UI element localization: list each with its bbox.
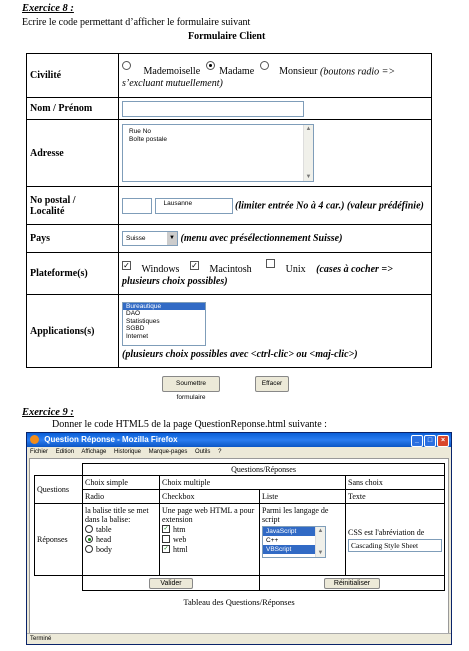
q1-option-head: head (96, 534, 112, 544)
col-type-1: Radio (83, 490, 160, 504)
menu-help[interactable]: ? (218, 449, 222, 455)
list-item[interactable]: Bureautique (123, 303, 205, 311)
menu-edition[interactable]: Edition (55, 449, 75, 455)
col-type-4: Texte (346, 490, 445, 504)
postal-label-line2: Localité (30, 205, 65, 217)
list-item[interactable]: Internet (126, 332, 149, 340)
radio-table[interactable] (85, 525, 93, 533)
option-madame: Madame (219, 66, 255, 78)
radio-mademoiselle[interactable] (122, 61, 131, 70)
ex8-title: Exercice 8 : (22, 3, 74, 14)
q2-option-html: html (173, 544, 188, 554)
row-adresse (27, 120, 432, 187)
questions-label: Questions (35, 476, 83, 504)
close-icon[interactable]: × (437, 435, 449, 447)
row-pays (27, 225, 432, 253)
checkbox-html[interactable]: ✓ (163, 546, 169, 552)
checkbox-macintosh[interactable]: ✓ (191, 260, 198, 270)
q1-text: la balise title se met dans la balise: (85, 506, 149, 524)
radio-head[interactable] (85, 535, 93, 543)
list-item[interactable]: VBScript (263, 545, 316, 554)
row-civilite (27, 54, 432, 98)
scroll-down-icon[interactable]: ▼ (317, 550, 324, 556)
adresse-scrollbar[interactable] (303, 125, 313, 181)
plateforme-label: Plateforme(s) (27, 253, 119, 295)
col-title-4: Sans choix (346, 476, 445, 490)
list-item[interactable]: C++ (266, 537, 279, 544)
localite-input[interactable]: Lausanne (155, 198, 233, 214)
adresse-line-1: Rue No (129, 128, 152, 135)
q4-text: CSS est l'abréviation de (348, 527, 425, 537)
firefox-icon (30, 435, 39, 444)
row-nom (27, 98, 432, 120)
menu-outils[interactable]: Outils (195, 449, 211, 455)
window-title: Question Réponse - Mozilla Firefox (44, 435, 178, 444)
civilite-label: Civilité (27, 54, 119, 98)
q1-option-body: body (96, 544, 112, 554)
qr-caption: Tableau des Questions/Réponses (183, 597, 295, 607)
checkbox-htm[interactable]: ✓ (163, 526, 169, 532)
client-form-table (26, 53, 432, 368)
ex9-title: Exercice 9 : (22, 407, 74, 418)
adresse-label: Adresse (27, 120, 119, 187)
applications-label: Applications(s) (27, 295, 119, 368)
menu-historique[interactable]: Historique (113, 449, 141, 455)
option-mademoiselle: Mademoiselle (143, 66, 201, 78)
option-windows: Windows (141, 264, 180, 276)
q2-text: Une page web HTML a pour extension (162, 506, 255, 524)
qr-table (34, 463, 445, 591)
pays-select[interactable] (122, 231, 178, 246)
validate-button[interactable]: Valider (149, 578, 193, 589)
col-type-2: Checkbox (160, 490, 260, 504)
nom-input[interactable] (122, 101, 304, 117)
scroll-up-icon[interactable]: ▲ (317, 528, 324, 534)
row-applications (27, 295, 432, 368)
checkbox-unix[interactable] (266, 259, 275, 268)
ex8-instruction: Ecrire le code permettant d’afficher le formulaire suivant (22, 17, 251, 28)
window-titlebar[interactable] (27, 433, 451, 447)
menu-marque-pages[interactable]: Marque-pages (148, 449, 188, 455)
reponses-label: Réponses (35, 504, 83, 576)
nom-label: Nom / Prénom (27, 98, 119, 120)
qr-header: Questions/Réponses (83, 464, 445, 476)
npa-input[interactable] (122, 198, 152, 214)
col-title-2: Choix multiple (160, 476, 346, 490)
radio-madame[interactable] (206, 61, 215, 70)
q3-text: Parmi les langage de script (262, 506, 329, 524)
option-monsieur: Monsieur (279, 66, 318, 78)
radio-body[interactable] (85, 545, 93, 553)
q2-option-web: web (173, 534, 187, 544)
pays-selected: Suisse (126, 235, 146, 242)
list-item[interactable]: JavaScript (263, 527, 316, 536)
q2-option-htm: htm (173, 524, 186, 534)
applications-list[interactable] (122, 302, 206, 346)
pays-note: (menu avec présélectionnement Suisse) (180, 232, 343, 244)
checkbox-web[interactable] (162, 535, 170, 543)
list-item[interactable]: Statistiques (126, 317, 160, 325)
dropdown-arrow-icon[interactable]: ▼ (167, 232, 177, 245)
scroll-up-icon[interactable]: ▲ (305, 126, 312, 132)
row-plateforme (27, 253, 432, 295)
applications-note: (plusieurs choix possibles avec <ctrl-clic> ou <maj-clic>) (122, 348, 358, 360)
radio-monsieur[interactable] (260, 61, 269, 70)
col-title-1: Choix simple (83, 476, 160, 490)
pays-label: Pays (27, 225, 119, 253)
reset-button[interactable]: Effacer (255, 376, 289, 392)
page-content (29, 458, 449, 634)
q4-input[interactable]: Cascading Style Sheet (348, 539, 442, 552)
row-postal (27, 187, 432, 225)
checkbox-windows[interactable]: ✓ (123, 260, 130, 270)
civilite-note: (boutons radio => s’excluant mutuellement) (122, 66, 396, 90)
q3-scrollbar[interactable] (315, 527, 325, 557)
q3-listbox[interactable] (262, 526, 326, 558)
adresse-textarea[interactable] (122, 124, 314, 182)
submit-button[interactable]: Soumettre formulaire (162, 376, 220, 392)
status-text: Terminé (30, 636, 52, 642)
menu-bar (27, 447, 451, 458)
plateforme-note: (cases à cocher => plusieurs choix possibles) (122, 264, 393, 288)
option-unix: Unix (285, 264, 306, 276)
scroll-down-icon[interactable]: ▼ (305, 174, 312, 180)
list-item[interactable]: DAO (126, 310, 141, 317)
option-macintosh: Macintosh (209, 264, 252, 276)
col-type-3: Liste (260, 490, 346, 504)
postal-label-line1: No postal / (30, 194, 76, 206)
ex9-instruction: Donner le code HTML5 de la page QuestionReponse.html suivante : (52, 419, 327, 430)
maximize-icon[interactable]: □ (424, 435, 436, 447)
menu-affichage[interactable]: Affichage (81, 449, 107, 455)
status-bar (27, 633, 451, 644)
adresse-line-2: Boîte postale (129, 135, 167, 143)
postal-note: (limiter entrée No à 4 car.) (valeur prédéfinie) (235, 199, 424, 211)
minimize-icon[interactable]: _ (411, 435, 423, 447)
list-item[interactable]: SGBD (126, 325, 145, 332)
browser-window (26, 432, 452, 645)
reinit-button[interactable]: Réinitialiser (324, 578, 380, 589)
q1-option-table: table (96, 524, 112, 534)
form-title: Formulaire Client (188, 31, 266, 42)
menu-fichier[interactable]: Fichier (30, 449, 49, 455)
